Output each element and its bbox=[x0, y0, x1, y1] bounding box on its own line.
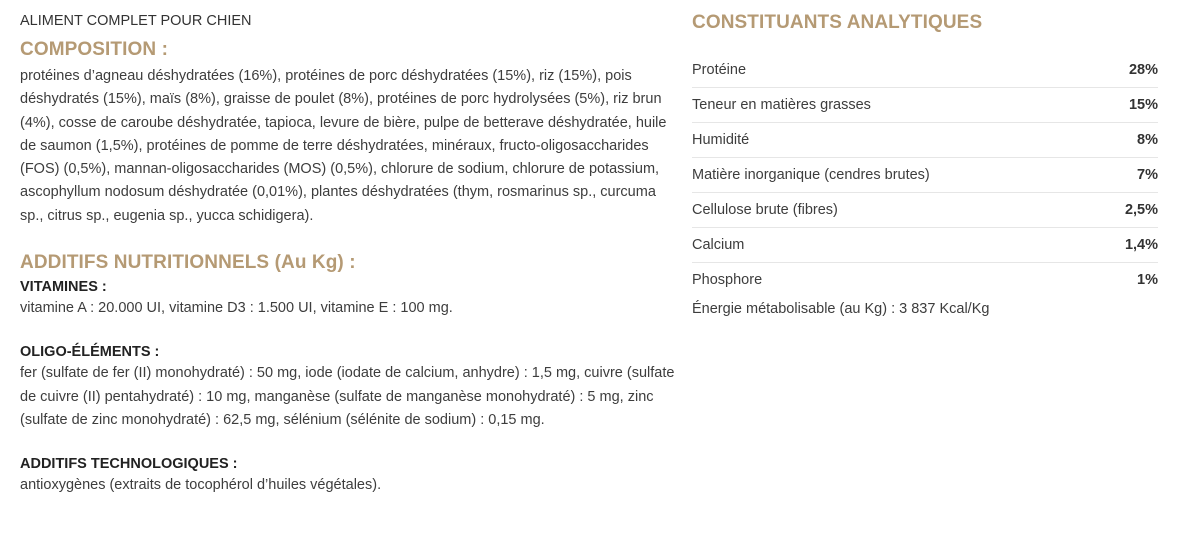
table-row bbox=[692, 228, 1158, 263]
oligo-elements-label: OLIGO-ÉLÉMENTS : bbox=[20, 344, 160, 361]
table-row bbox=[692, 88, 1158, 123]
metabolizable-energy: Énergie métabolisable (au Kg) : 3 837 Kcal/Kg bbox=[692, 301, 990, 317]
constituent-value: 1,4% bbox=[1124, 237, 1158, 253]
table-row bbox=[692, 53, 1158, 88]
composition-text: protéines d’agneau déshydratées (16%), protéines de porc déshydratées (15%), riz (15%), pois déshydratés (15%), maïs (8%), graisse de poulet (8%), protéines de porc hydrolysées (5%), riz brun (4%), cosse de caroube déshydratée, tapioca, levure de bière, pulpe de betterave déshydratée, huile de saumon (1,5%), protéines de pomme de terre déshydratées, minéraux, fructo-oligosaccharides (FOS) (0,5%), mannan-oligosaccharides (MOS) (0,5%), chlorure de sodium, chlorure de potassium, ascophyllum nodosum déshydratée (0,01%), plantes déshydratées (thym, rosmarinus sp., curcuma sp., citrus sp., eugenia sp., yucca schidigera). bbox=[20, 68, 667, 224]
constituent-label: Teneur en matières grasses bbox=[692, 97, 871, 113]
composition-heading: COMPOSITION : bbox=[20, 39, 169, 60]
constituent-label: Protéine bbox=[692, 62, 747, 78]
constituent-label: Phosphore bbox=[692, 272, 763, 288]
composition-column bbox=[20, 12, 680, 498]
oligo-elements-text: fer (sulfate de fer (II) monohydraté) : 50 mg, iode (iodate de calcium, anhydre) : 1,5 mg, cuivre (sulfate de cuivre (II) pentahydraté) : 10 mg, manganèse (sulfate de manganèse monohydraté) : 5 mg, zinc (sulfate de zinc monohydraté) : 62,5 mg, sélénium (sélénite de sodium) : 0,15 mg. bbox=[20, 365, 675, 428]
vitamines-block bbox=[20, 277, 680, 320]
vitamines-label: VITAMINES : bbox=[20, 279, 107, 296]
oligo-elements-block bbox=[20, 342, 680, 432]
table-row bbox=[692, 193, 1158, 228]
constituent-label: Cellulose brute (fibres) bbox=[692, 202, 838, 218]
constituent-value: 2,5% bbox=[1124, 202, 1158, 218]
constituents-table bbox=[692, 53, 1158, 297]
analytical-constituents-heading: CONSTITUANTS ANALYTIQUES bbox=[692, 12, 983, 33]
constituent-value: 28% bbox=[1128, 62, 1158, 78]
constituent-value: 8% bbox=[1137, 132, 1158, 148]
constituent-label: Matière inorganique (cendres brutes) bbox=[692, 167, 930, 183]
table-row bbox=[692, 263, 1158, 297]
constituent-value: 1% bbox=[1137, 272, 1158, 288]
additifs-technologiques-label: ADDITIFS TECHNOLOGIQUES : bbox=[20, 456, 238, 473]
analytical-constituents-column bbox=[692, 12, 1158, 319]
additifs-technologiques-block bbox=[20, 454, 680, 497]
constituent-label: Humidité bbox=[692, 132, 750, 148]
vitamines-text: vitamine A : 20.000 UI, vitamine D3 : 1.500 UI, vitamine E : 100 mg. bbox=[20, 300, 453, 317]
product-type-label: ALIMENT COMPLET POUR CHIEN bbox=[20, 13, 252, 29]
table-row bbox=[692, 158, 1158, 193]
table-row bbox=[692, 123, 1158, 158]
constituent-label: Calcium bbox=[692, 237, 745, 253]
additifs-heading: ADDITIFS NUTRITIONNELS (Au Kg) : bbox=[20, 252, 356, 274]
constituent-value: 15% bbox=[1128, 97, 1158, 113]
constituent-value: 7% bbox=[1137, 167, 1158, 183]
additifs-technologiques-text: antioxygènes (extraits de tocophérol d’huiles végétales). bbox=[20, 477, 382, 494]
